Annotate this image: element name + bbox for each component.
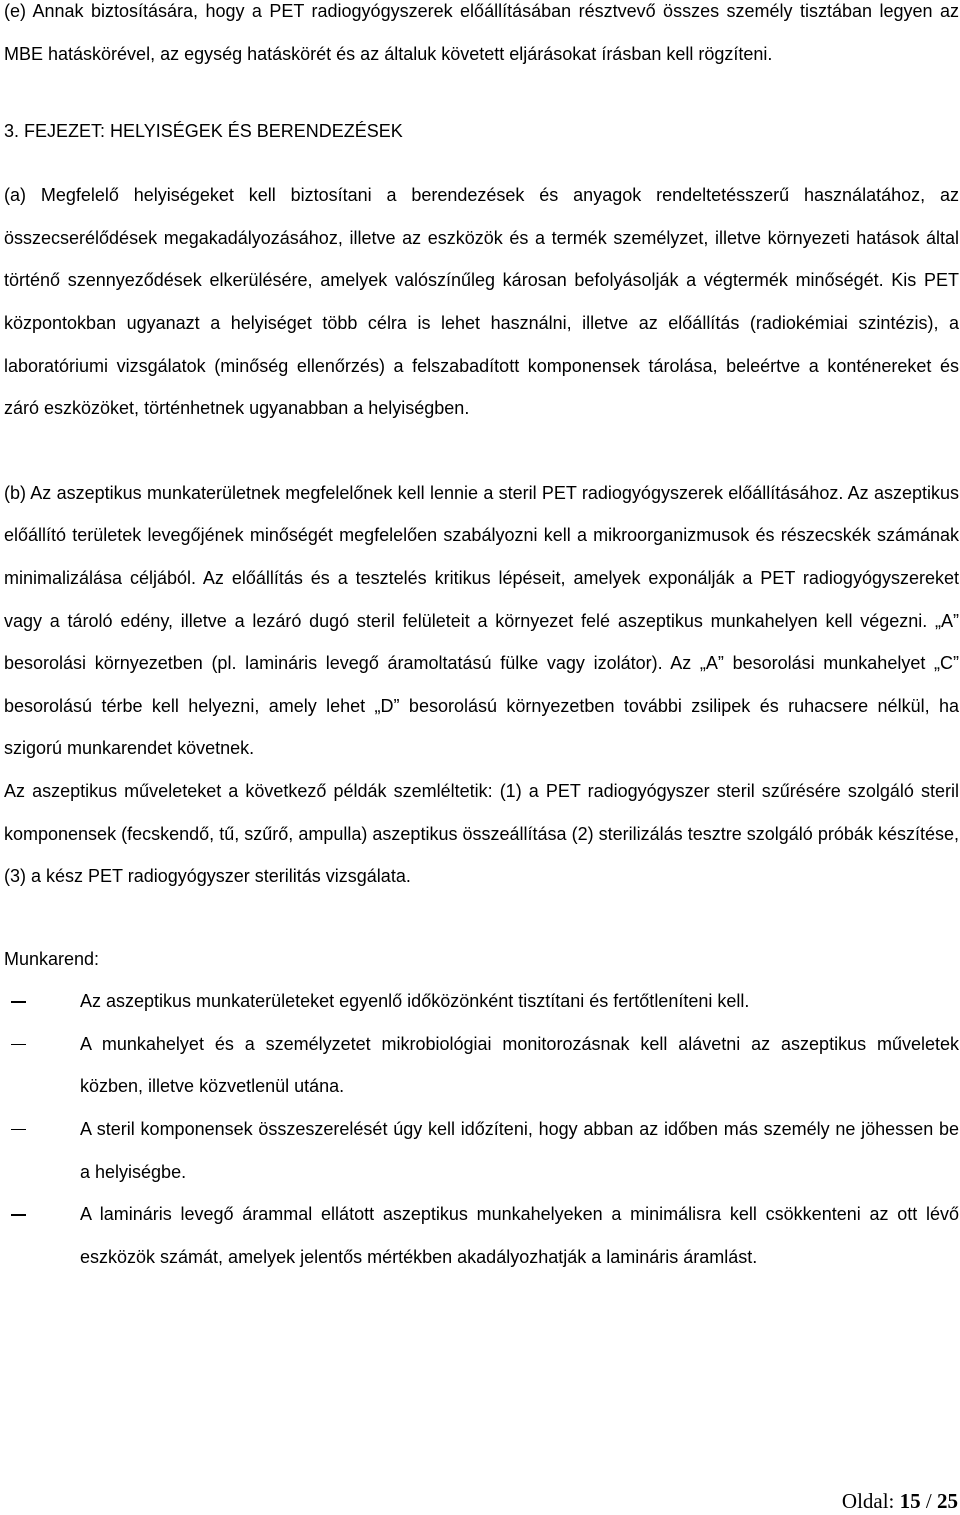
page-number-footer xyxy=(842,1487,958,1515)
paragraph-b: (b) Az aszeptikus munkaterületnek megfelelőnek kell lennie a steril PET radiogyógyszerek előállításához. Az aszeptikus előállító területek levegőjének minőségét megfelelően szabályozni kell a mikroorganizmusok és részecskék számának minimalizálása céljából. Az előállítás és a tesztelés kritikus lépéseit, amelyek exponálják a PET radiogyógyszereket vagy a tároló edény, illetve a lezáró dugó steril felületeit a környezet felé aszeptikus munkahelyen kell végezni. „A” besorolási környezetben (pl. lamináris levegő áramoltatású fülke vagy izolátor). Az „A” besorolási munkahelyet „C” besorolású térbe kell helyezni, amely lehet „D” besorolású környezetben további zsilipek és ruhacsere nélkül, ha szigorú munkarendet követnek. xyxy=(4,482,959,759)
page-separator: / xyxy=(925,1489,932,1513)
list-item xyxy=(4,1108,959,1193)
munkarend-title: Munkarend: xyxy=(4,948,100,969)
dash-bullet-icon xyxy=(11,1044,26,1045)
list-item-text: A lamináris levegő árammal ellátott aszeptikus munkahelyeken a minimálisra kell csökkenteni az ott lévő eszközök számát, amelyek jelentős mértékben akadályozhatják a lamináris áramlást. xyxy=(80,1204,959,1267)
page-label: Oldal: xyxy=(841,1489,895,1513)
list-item-text: A steril komponensek összeszerelését úgy kell időzíteni, hogy abban az időben más személy ne jöhessen be a helyiségbe. xyxy=(80,1119,959,1182)
chapter-heading: 3. FEJEZET: HELYISÉGEK ÉS BERENDEZÉSEK xyxy=(4,121,403,142)
dash-bullet-icon xyxy=(11,1129,26,1130)
list-item-text: A munkahelyet és a személyzetet mikrobiológiai monitorozásnak kell alávetni az aszeptikus műveletek közben, illetve közvetlenül utána. xyxy=(80,1033,959,1097)
dash-bullet-icon xyxy=(11,1214,26,1215)
document-body xyxy=(4,0,959,1278)
paragraph-examples: Az aszeptikus műveleteket a következő példák szemléltetik: (1) a PET radiogyógyszer steril szűrésére szolgáló steril komponensek (fecskendő, tű, szűrő, ampulla) aszeptikus összeállítása (2) sterilizálás tesztre szolgáló próbák készítése, (3) a kész PET radiogyógyszer sterilitás vizsgálata. xyxy=(4,780,959,887)
current-page-number: 15 xyxy=(899,1489,921,1513)
list-item-text: Az aszeptikus munkaterületeket egyenlő időközönként tisztítani és fertőtleníteni kell. xyxy=(80,991,750,1012)
intro-paragraph: (e) Annak biztosítására, hogy a PET radiogyógyszerek előállításában résztvevő összes személy tisztában legyen az MBE hatáskörével, az egység hatáskörét és az általuk követett eljárásokat írásban kell rögzíteni. xyxy=(4,1,959,64)
list-item xyxy=(4,1023,959,1108)
dash-bullet-icon xyxy=(11,1001,26,1002)
list-item xyxy=(4,1193,959,1278)
munkarend-list xyxy=(4,980,959,1278)
list-item xyxy=(4,980,959,1023)
total-pages-number: 25 xyxy=(937,1489,958,1513)
paragraph-a: (a) Megfelelő helyiségeket kell biztosítani a berendezések és anyagok rendeltetésszerű használatához, az összecserélődések megakadályozásához, illetve az eszközök és a termék személyzet, illetve környezeti hatások által történő szennyeződések elkerülésére, amelyek valószínűleg károsan befolyásolják a végtermék minőségét. Kis PET központokban ugyanazt a helyiséget több célra is lehet használni, illetve az előállítás (radiokémiai szintézis), a laboratóriumi vizsgálatok (minőség ellenőrzés) a felszabadított komponensek tárolása, beleértve a konténereket és záró eszközöket, történhetnek ugyanabban a helyiségben. xyxy=(4,185,959,419)
